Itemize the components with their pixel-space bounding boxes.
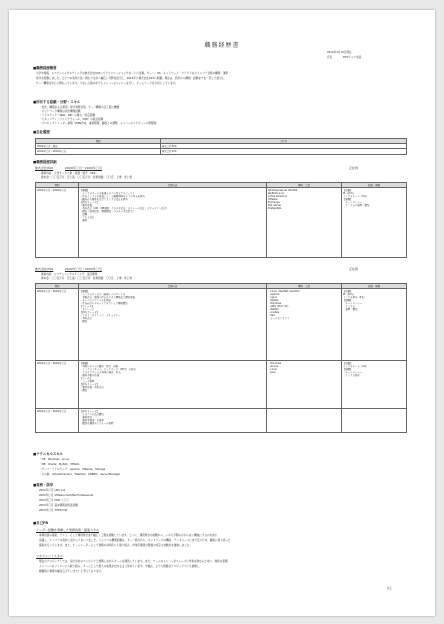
period-cell: 20XX年〇月〜20XX年〇月 <box>36 409 79 433</box>
employment-type: 正社員 <box>349 166 359 170</box>
document-title: 職務経歴書 <box>204 42 240 49</box>
summary-heading: ■職務経歴概要 <box>33 66 57 70</box>
qualification-item: 20XX年〇月 MCP（〇〇） <box>39 499 71 502</box>
pr-subheading: マネジメントスキル <box>36 554 63 558</box>
period-cell: 20XX年〇月〜20XX年〇月 <box>36 289 79 361</box>
environment-cell <box>267 409 342 433</box>
work-detail-table <box>35 283 407 433</box>
pr-line: 意識し、インフラの設計に活かしてまいりました。インフラの構築経験は、サーバ設計から、ネットワークの構成、データベースにまで及ぶため、顧客に寄り添った <box>39 539 231 542</box>
pr-subheading: リーダー経験を発揮した業務改善・提案スキル <box>36 528 99 532</box>
history-heading: ■職務経歴詳細 <box>33 160 57 164</box>
skill-item: ・ネットワーク構築の設計構築経験 <box>39 110 81 113</box>
pr-line: 提案を行っています。また、チームリーダーとして業務の効率化にも取り組み、作業手順書の整備や設定の自動化を推進しました。 <box>39 544 192 547</box>
column-header: 期間 <box>36 139 161 144</box>
employment-heading: ■在社履歴 <box>33 130 50 134</box>
pr-line: 業務改善の提案、テスト、そして運用保守まで幅広く工程を経験しています。とくに、運用保守の経験から、いかに手間のかからない構成にするかを常に <box>39 534 218 537</box>
tech-skill-item: ・OS：Windows、Linux <box>39 458 70 461</box>
role-cell <box>342 409 407 433</box>
column-header: 環境・言語 <box>267 183 342 188</box>
table-row <box>36 149 407 154</box>
column-header: 役割・規模 <box>342 183 407 188</box>
summary-line: サーバ構築を中心に携わっています。少ない人数の中でもメンバーのフォローを行い、チームワークを大切にしています。 <box>36 82 178 85</box>
table-row <box>36 361 407 409</box>
table-row <box>36 188 407 258</box>
skill-item: ・ミドルウェア（Web、DB）の導入・設定経験 <box>39 114 96 117</box>
pr-line: 積極的に業務の幅を広げていきたいと考えております。 <box>39 570 104 573</box>
tech-skill-item: ・サーバ・ミドルウェア：Apache、VMware、Storage <box>39 468 106 471</box>
pr-line: メンバーへのフォローにも取り組み、チームとして最大の成果が出せるよう努めています。今後は、より大規模なプロジェクトにも挑戦し、 <box>39 565 202 568</box>
column-header: 業務内容 <box>79 284 267 289</box>
role-cell: 【役割】 PL（担当） インフラチーム（5名） 【規模】 ・チームメンバー ・インフラの管理・構築 <box>342 188 407 258</box>
qualification-item: 20XX年〇月 LPIC Lv1 <box>39 489 66 492</box>
qualification-item: 20XX年〇月 TOEIC730 <box>39 509 68 512</box>
period-cell: 20XX年〇月〜20XX年〇月 <box>36 188 79 258</box>
work-detail-table <box>35 182 407 258</box>
employment-type: 正社員 <box>349 267 359 271</box>
cell: 20XX年〇月〜現在 <box>36 144 161 149</box>
company-info: 資本金：〇〇百万円 売上高：〇〇百万円 従業員数：〇〇名 上場：非上場 <box>41 277 132 280</box>
applicant-name: POTジョブ太郎 <box>343 56 362 59</box>
column-header: 役割・規模 <box>342 284 407 289</box>
qualifications-heading: ■資格・語学 <box>33 483 54 487</box>
company-name: 株式会社XXX <box>35 267 54 271</box>
cell: 20XX年〇月〜20XX年〇月 <box>36 149 161 154</box>
tech-skill-item: ・その他：ActiveDirectory、WebDAV、ZABBIX、ServerManager <box>39 473 121 476</box>
tech-skill-item: ・DB：Oracle、MySQL、MSSQL <box>39 463 80 466</box>
document-page <box>9 10 435 616</box>
description-cell: 【概要】 ・基幹システムの運用・保守・改修 ・インフラ（サーバ、ネットワーク、DB等）の移行 ・クラウドサービス利用の検討・導入 ・運用手順の作成 【ツール】 ・ジョブ管理 【担当フェーズ】 ・要件定義・基本設計 ・構築 <box>79 361 267 409</box>
environment-cell: ・Windows ・Oracle ・Linux ・Java <box>267 361 342 409</box>
period-cell: 20XX年〇月〜20XX年〇月 <box>36 361 79 409</box>
role-cell: 【役割】 PL（担当） インフラ担当（3名） 【規模】 ・チームメンバー ・インフラ ・管理・構築 <box>342 289 407 361</box>
summary-line: 保守を経験しました。ひとつの案件に長く携わりながら幅広い分野を担当し、2016年に株式会社XXXに転職。現在は、設計から構築・試験までを一貫して担当し、 <box>36 77 227 80</box>
column-header: 環境・言語 <box>267 284 342 289</box>
summary-line: 大学卒業後、システムコンサルティングの株式会社XXXにてアプリケーションサポートに従事。サーバ・OS・ネットワーク・クラウドなどインフラ全般の構築・運用・ <box>36 72 231 75</box>
qualification-item: 20XX年〇月 基本情報技術者試験 <box>39 504 78 507</box>
qualification-item: 20XX年〇月 VMware Certified Professional <box>39 494 94 497</box>
environment-cell: Windows Server 2012R2 RedHat Linux Active Directory VMware Exchange SQL Server PostgreSQL <box>267 188 342 258</box>
environment-cell: ・Linux（RedHat, CentOS） ・Apache ・nginx ・MySQL ・Windows ・AWS（EC2, S3） ・Zabbix ・Ansible ・Perl ・シェルスクリプト <box>267 289 342 361</box>
company-period: 20XX年〇月〜20XX年〇月 <box>65 267 102 271</box>
end-mark: 以上 <box>387 587 393 590</box>
cell: 株式会社XXX <box>161 149 407 154</box>
skill-item: ・プロジェクトリーダー業務（WBS作成、進捗管理、顧客との調整、メンバーのスケジュール管理等） <box>39 122 159 125</box>
company-business: 事業内容：システムコンサルティング、受託開発 <box>41 273 98 276</box>
document-date: 2019年4月10日現在 <box>327 51 352 54</box>
company-name: 株式会社XXX <box>35 166 54 170</box>
employment-table <box>35 138 407 155</box>
company-business: 事業内容：人材サービス業（派遣・紹介・SES） <box>41 172 98 175</box>
skills-heading: ■所有する経験・分野・スキル <box>33 100 81 104</box>
column-header: 期間 <box>36 183 79 188</box>
pr-heading: ■自己PR <box>33 521 49 525</box>
description-cell: 【概要】 ・インフラサービス新規システム導入プロジェクト ・社内インフラの見直しと、小規模Webサイトの導入を担当 ・顧客から要件を受けてインフラ設計を担当 【担当フェーズ】 ・要件定義 ・基本設計（AW・DB連携、クラスタ設計、ストレージ設計、セキュリティ設計） ・構築（初期設定・環境構築・パラメータ設定等） ・試験 ・テスト設計 ・運用 <box>79 188 267 258</box>
company-period: 20XX年〇月〜20XX年〇月 <box>65 166 102 170</box>
company-info: 資本金：〇〇百万円 売上高：〇〇百万円 従業員数：〇〇名 上場：非上場 <box>41 176 132 179</box>
table-row <box>36 409 407 433</box>
column-header: 会社名 <box>161 139 407 144</box>
table-row <box>36 289 407 361</box>
column-header: 期間 <box>36 284 79 289</box>
skill-item: ・設計、構築および運用・保守業務全般、サーバ構築の全工程に精通 <box>39 106 120 109</box>
description-cell: 【担当フェーズ】 ・システムの設計構築 ・運用保守 ・運用手順書・引継ぎ ・構築や運用スケジュール管理 <box>79 409 267 433</box>
tech-skills-heading: ■テクニカルスキル <box>33 452 63 456</box>
description-cell: 【概要】 ・インフラサービス（新規）のリプレイス ・基盤設計・開発の中からテスト環境まで構築実施 ・サーバのリプレイスを実施 ・社内向けのリモートデスクトップ環境構築 【フェーズ】 ・ストレージ 【担当フェーズ】 ・テスト・ストレージ・セキュリティ ・基本設計 ・構築 <box>79 289 267 361</box>
column-header: 業務内容 <box>79 183 267 188</box>
role-cell: 【役割】 インフラチーム（4名） 【規模】 ・チームメンバー ・インフラ保守 <box>342 361 407 409</box>
name-label: 氏名 <box>327 56 333 59</box>
skill-item: ・セキュリティ（ファイアウォール、VPN）の設定経験 <box>39 118 104 121</box>
pr-line: 現在のプロジェクトでは、協力会社のエンジニアと連携しながらチームを運営しています。また、チームのメンバーがスムーズに作業を進めるために、進捗の管理、 <box>39 560 231 563</box>
cell: 株式会社XXX <box>161 144 407 149</box>
